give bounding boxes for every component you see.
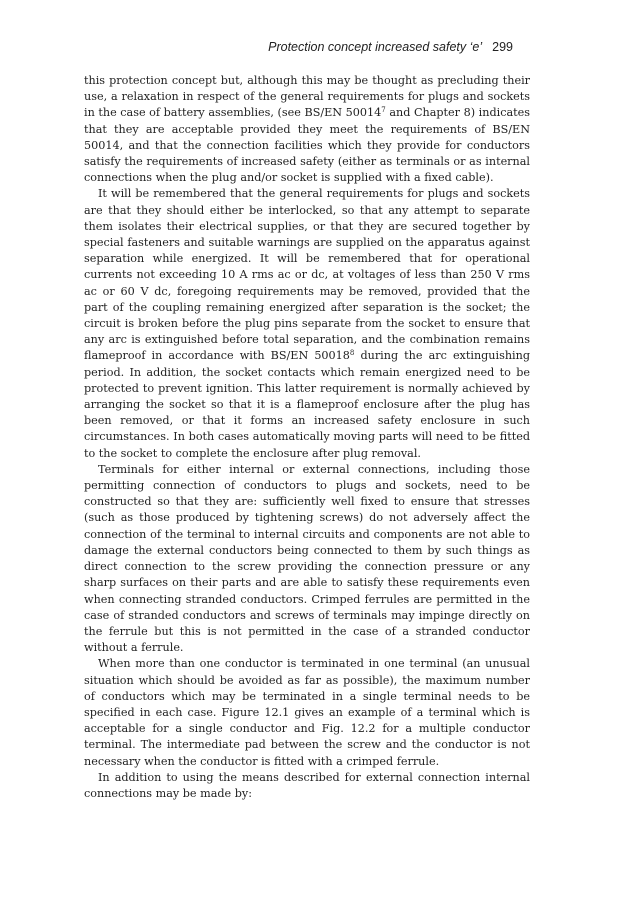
running-title: Protection concept increased safety ‘e’ (268, 40, 483, 54)
paragraph-2-text-a: It will be remembered that the general requirements for plugs and sockets are that they should either be interlocked, so that any attempt to separate them isolates their electrical supplies, or that they are secured together by special fasteners and suitable warnings are supplied on the apparatus against separation while energized. It will be remembered that for operational currents not exceeding 10 A rms ac or dc, at voltages of less than 250 V rms ac or 60 V dc, foregoing requirements may be removed, provided that the part of the coupling remaining energized after separation is the socket; the circuit is broken before the plug pins separate from the socket to ensure that any arc is extinguished before total separation, and the combination remains flameproof in accordance with BS/EN 50018 (84, 187, 530, 363)
paragraph-4: When more than one conductor is terminated in one terminal (an unusual situation which should be avoided as far as possible), the maximum number of conductors which may be terminated in a single terminal needs to be specified in each case. Figure 12.1 gives an example of a terminal which is acceptable for a single conductor and Fig. 12.2 for a multiple conductor terminal. The intermediate pad between the screw and the conductor is not necessary when the conductor is fitted with a crimped ferrule. (84, 657, 530, 768)
paragraph-3: Terminals for either internal or external connections, including those permitting connection of conductors to plugs and sockets, need to be constructed so that they are: sufficiently well fixed to ensure that stresses (such as those produced by tightening screws) do not adversely affect the connection of the terminal to internal circuits and components are not able to damage the external conductors being connected to them by such things as direct connection to the screw providing the connection pressure or any sharp surfaces on their parts and are able to satisfy these requirements even when connecting stranded conductors. Crimped ferrules are permitted in the case of stranded conductors and screws of terminals may impinge directly on the ferrule but this is not permitted in the case of a stranded conductor without a ferrule. (84, 462, 530, 655)
paragraph-1 (84, 73, 530, 186)
reference-superscript: 7 (381, 106, 386, 115)
page-number: 299 (492, 40, 513, 54)
paragraph-5: In addition to using the means described for external connection internal connections may be made by: (84, 770, 530, 800)
running-header (268, 40, 513, 54)
paragraph-1-text-b: and Chapter 8) indicates that they are acceptable provided they meet the requirements of BS/EN 50014, and that the connection facilities which they provide for conductors satisfy the requirements of increased safety (either as terminals or as internal connections when the plug and/or socket is supplied with a fixed cable). (84, 106, 530, 185)
paragraph-1-text-a: this protection concept but, although this may be thought as precluding their use, a relaxation in respect of the general requirements for plugs and sockets in the case of battery assemblies, (see BS/EN 50014 (84, 74, 530, 120)
reference-superscript: 8 (349, 349, 355, 358)
body-text (84, 73, 530, 802)
paragraph-2 (84, 186, 530, 461)
paragraph-2-text-b: during the arc extinguishing period. In addition, the socket contacts which remain energized need to be protected to prevent ignition. This latter requirement is normally achieved by arranging the socket so that it is a flameproof enclosure after the plug has been removed, or that it forms an increased safety enclosure in such circumstances. In both cases automatically moving parts will need to be fitted to the socket to complete the enclosure after plug removal. (84, 349, 530, 460)
